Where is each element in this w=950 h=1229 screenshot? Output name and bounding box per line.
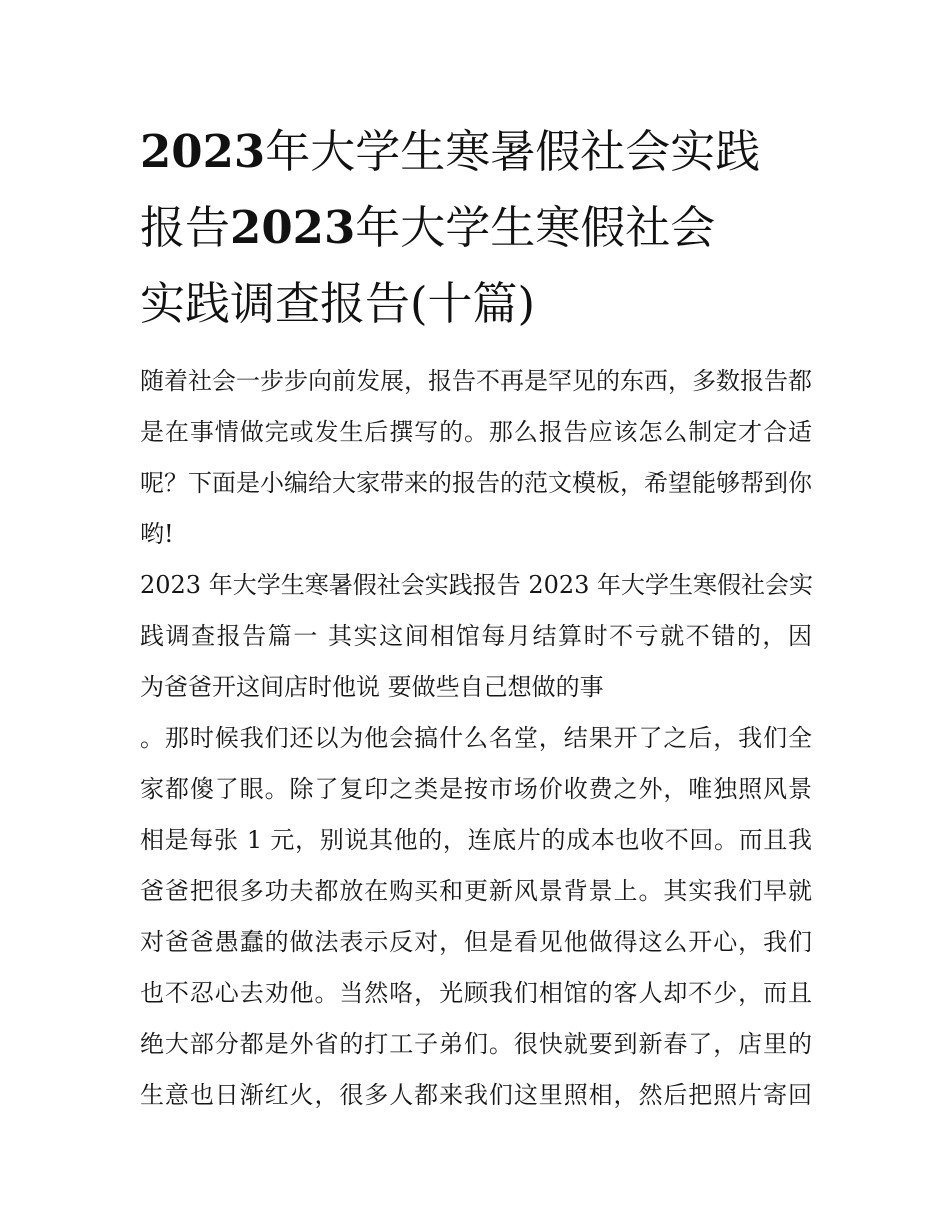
body-line: 践调查报告篇一 其实这间相馆每月结算时不亏就不错的，因 (140, 622, 812, 650)
body-text (140, 560, 812, 1121)
title-text: 实践调查报告(十篇) (140, 277, 536, 330)
title-line-2 (140, 190, 812, 266)
body-line: 相是每张 1 元，别说其他的，连底片的成本也收不回。而且我 (140, 826, 812, 854)
body-line: 绝大部分都是外省的打工子弟们。很快就要到新春了，店里的 (140, 1030, 812, 1058)
title-text: 年大学生寒暑假社会实践 (265, 125, 761, 178)
body-line: 对爸爸愚蠢的做法表示反对，但是看见他做得这么开心，我们 (140, 928, 812, 956)
body-line: 也不忍心去劝他。当然咯，光顾我们相馆的客人却不少，而且 (140, 979, 812, 1007)
body-line: 家都傻了眼。除了复印之类是按市场价收费之外，唯独照风景 (140, 775, 812, 803)
document-title (140, 114, 812, 342)
title-text: 报告 (140, 201, 231, 254)
title-text: 年大学生寒假社会 (355, 201, 716, 254)
body-line: 为爸爸开这间店时他说 要做些自己想做的事 (140, 673, 604, 701)
body-line: 爸爸把很多功夫都放在购买和更新风景背景上。其实我们早就 (140, 877, 812, 905)
body-line: 。那时候我们还以为他会搞什么名堂，结果开了之后，我们全 (140, 724, 812, 752)
intro-paragraph: 随着社会一步步向前发展，报告不再是罕见的东西，多数报告都是在事情做完或发生后撰写的。那么报告应该怎么制定才合适呢？下面是小编给大家带来的报告的范文模板，希望能够帮到你哟! (140, 367, 812, 548)
title-year: 2023 (230, 201, 356, 254)
title-year: 2023 (140, 125, 266, 178)
document-content (140, 114, 812, 1121)
body-line: 生意也日渐红火，很多人都来我们这里照相，然后把照片寄回 (140, 1081, 812, 1109)
body-line: 2023 年大学生寒暑假社会实践报告 2023 年大学生寒假社会实 (140, 571, 814, 599)
title-line-3 (140, 266, 812, 342)
title-line-1 (140, 114, 812, 190)
